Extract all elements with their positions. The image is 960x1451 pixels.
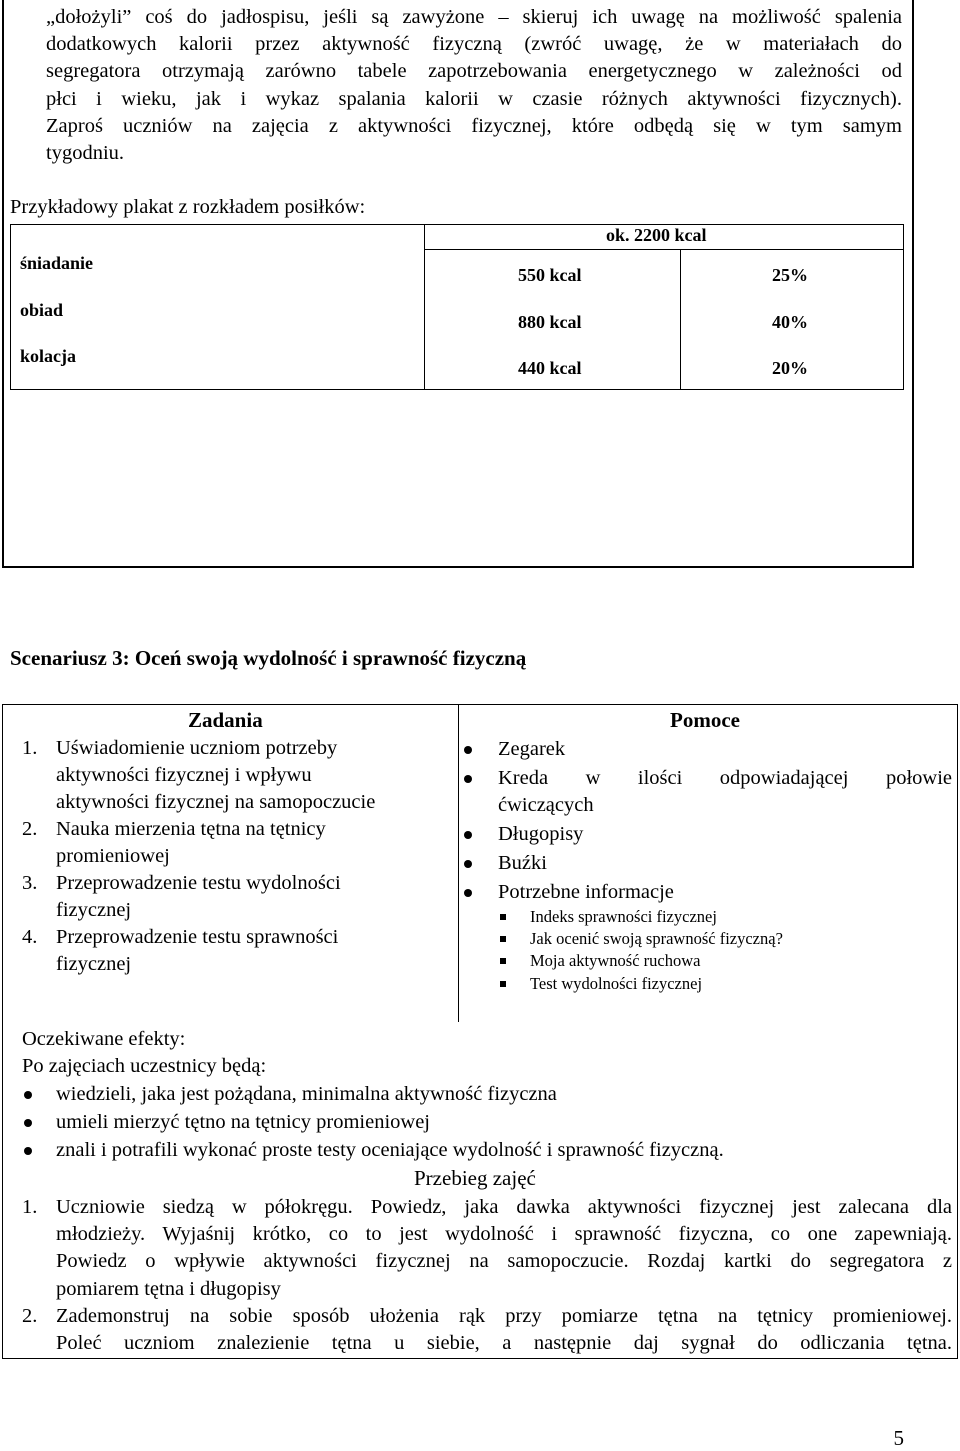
intro-line: „dołożyli” coś do jadłospisu, jeśli są zawyżone – skieruj ich uwagę na możliwość spalenia — [46, 6, 902, 28]
task-line: Uświadomienie uczniom potrzeby — [56, 737, 338, 759]
task-line: Nauka mierzenia tętna na tętnicy — [56, 818, 326, 840]
aid-item-continued: ćwiczących — [498, 794, 594, 816]
outcome-item: wiedzieli, jaka jest pożądana, minimalna aktywność fizyczna — [56, 1083, 557, 1105]
task-number: 3. — [22, 872, 38, 894]
intro-line: płci i wieku, jak i wykaz spalania kalorii w czasie różnych aktywności fizycznych). — [46, 88, 902, 110]
page-number: 5 — [893, 1426, 904, 1450]
task-line: fizycznej — [56, 953, 132, 975]
bullet-icon — [464, 746, 472, 754]
course-heading: Przebieg zajęć — [414, 1166, 536, 1190]
outcomes-intro: Po zajęciach uczestnicy będą: — [22, 1055, 267, 1077]
meal-percent: 25% — [772, 265, 808, 285]
square-bullet-icon — [500, 914, 506, 920]
task-number: 2. — [22, 818, 38, 840]
aid-item: Długopisy — [498, 823, 584, 845]
outcome-item: umieli mierzyć tętno na tętnicy promieniowej — [56, 1111, 431, 1133]
step-line: młodzieży. Wyjaśnij krótko, co to jest wydolność i sprawność fizyczna, co one zapewniają. — [56, 1223, 952, 1245]
meal-name: śniadanie — [20, 253, 94, 273]
bullet-icon — [464, 860, 472, 868]
step-line: Uczniowie siedzą w półokręgu. Powiedz, jaka dawka aktywności fizycznej jest zalecana dla — [56, 1196, 952, 1218]
aid-subitem: Moja aktywność ruchowa — [530, 951, 701, 970]
aid-item: Zegarek — [498, 738, 566, 760]
step-line: Powiedz o wpływie aktywności fizycznej na samopoczucie. Rozdaj kartki do segregatora z — [56, 1250, 952, 1272]
aid-subitem: Indeks sprawności fizycznej — [530, 907, 717, 926]
bullet-icon — [464, 889, 472, 897]
meal-name: kolacja — [20, 346, 76, 366]
step-number: 2. — [22, 1305, 38, 1327]
poster-label: Przykładowy plakat z rozkładem posiłków: — [10, 196, 366, 218]
meal-kcal: 550 kcal — [518, 265, 582, 285]
outcomes-heading: Oczekiwane efekty: — [22, 1028, 186, 1050]
bullet-icon — [464, 775, 472, 783]
aids-header: Pomoce — [670, 708, 740, 732]
bullet-icon — [24, 1147, 32, 1155]
meal-table — [10, 224, 904, 390]
tasks-header: Zadania — [188, 708, 263, 732]
task-number: 4. — [22, 926, 38, 948]
aid-item: Buźki — [498, 852, 547, 874]
step-line: pomiarem tętna i długopisy — [56, 1278, 281, 1300]
task-line: promieniowej — [56, 845, 170, 867]
task-line: aktywności fizycznej i wpływu — [56, 764, 312, 786]
meal-kcal: 880 kcal — [518, 312, 582, 332]
task-line: Przeprowadzenie testu sprawności — [56, 926, 339, 948]
meal-kcal: 440 kcal — [518, 358, 582, 378]
square-bullet-icon — [500, 936, 506, 942]
task-number: 1. — [22, 737, 38, 759]
intro-line: tygodniu. — [46, 142, 125, 164]
aid-item: Kreda w ilości odpowiadającej połowie — [498, 767, 952, 789]
square-bullet-icon — [500, 981, 506, 987]
bullet-icon — [464, 831, 472, 839]
aid-subitem: Jak ocenić swoją sprawność fizyczną? — [530, 929, 783, 948]
intro-line: dodatkowych kalorii przez aktywność fizyczną (zwróć uwagę, że w materiałach do — [46, 33, 902, 55]
square-bullet-icon — [500, 958, 506, 964]
task-line: fizycznej — [56, 899, 132, 921]
bullet-icon — [24, 1119, 32, 1127]
aid-item: Potrzebne informacje — [498, 881, 674, 903]
meal-percent: 40% — [772, 312, 808, 332]
aid-subitem: Test wydolności fizycznej — [530, 974, 703, 993]
scenario-title: Scenariusz 3: Oceń swoją wydolność i sprawność fizyczną — [10, 646, 527, 670]
step-number: 1. — [22, 1196, 38, 1218]
step-line: Poleć uczniom znalezienie tętna u siebie, a następnie daj sygnał do odliczania tętna. — [56, 1332, 952, 1354]
intro-line: segregatora otrzymają zarówno tabele zapotrzebowania energetycznego w zależności od — [46, 60, 902, 82]
task-line: aktywności fizycznej na samopoczucie — [56, 791, 376, 813]
bullet-icon — [24, 1091, 32, 1099]
column-divider — [458, 704, 459, 1022]
total-kcal: ok. 2200 kcal — [606, 225, 707, 245]
outcome-item: znali i potrafili wykonać proste testy oceniające wydolność i sprawność fizyczną. — [56, 1139, 724, 1161]
task-line: Przeprowadzenie testu wydolności — [56, 872, 341, 894]
meal-percent: 20% — [772, 358, 808, 378]
meal-name: obiad — [20, 300, 64, 320]
step-line: Zademonstruj na sobie sposób ułożenia rąk przy pomiarze tętna na tętnicy promieniowej. — [56, 1305, 952, 1327]
intro-line: Zaproś uczniów na zajęcia z aktywności fizycznej, które odbędą się w tym samym — [46, 115, 902, 137]
